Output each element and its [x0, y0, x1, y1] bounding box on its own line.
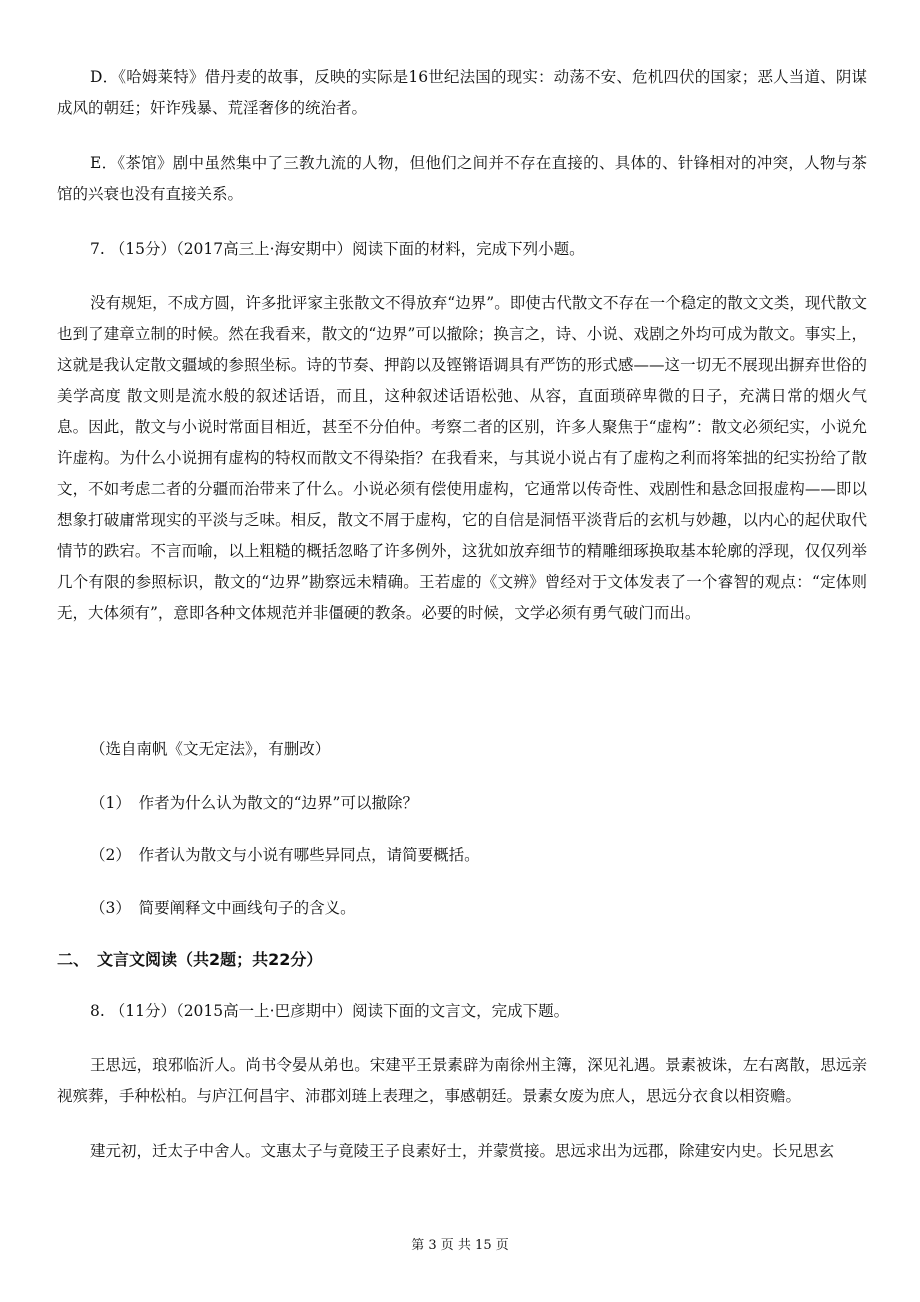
question-8-paragraph-2: 建元初，迁太子中舍人。文惠太子与竟陵王子良素好士，并蒙赏接。思远求出为远郡，除建安内史。长兄思玄 [90, 1142, 835, 1160]
question-7-sub-2: （2） 作者认为散文与小说有哪些异同点，请简要概括。 [90, 846, 480, 864]
page-footer: 第 3 页 共 15 页 [411, 1238, 509, 1253]
passage-source: （选自南帆《文无定法》，有删改） [90, 740, 331, 758]
question-7-passage: 没有规矩，不成方圆，许多批评家主张散文不得放弃“边界”。即使古代散文不存在一个稳定的散文文类，现代散文也到了建章立制的时候。然在我看来，散文的“边界”可以撤除；换言之，诗、小说、戏剧之外均可成为散文。事实上，这就是我认定散文疆域的参照坐标。诗的节奏、押韵以及铿锵语调具有严饬的形式感——这一切无不展现出摒弃世俗的美学高度 散文则是流水般的叙述话语，而且，这种叙述话语松弛、从容，直面琐碎卑微的日子，充满日常的烟火气息。因此，散文与小说时常面目相近，甚至不分伯仲。考察二者的区别，许多人聚焦于“虚构”：散文必须纪实，小说允许虚构。为什么小说拥有虚构的特权而散文不得染指？在我看来，与其说小说占有了虚构之利而将笨拙的纪实扮给了散文，不如考虑二者的分疆而治带来了什么。小说必须有偿使用虚构，它通常以传奇性、戏剧性和悬念回报虚构——即以想象打破庸常现实的平淡与乏味。相反，散文不屑于虚构，它的自信是洞悟平淡背后的玄机与妙趣，以内心的起伏取代情节的跌宕。不言而喻，以上粗糙的概括忽略了许多例外，这犹如放弃细节的精雕细琢换取基本轮廓的浮现，仅仅列举几个有限的参照标识，散文的“边界”勘察远未精确。王若虚的《文辨》曾经对于文体发表了一个睿智的观点：“定体则无，大体须有”，意即各种文体规范并非僵硬的教条。必要的时候，文学必须有勇气破门而出。 [57, 294, 867, 622]
question-7-header: 7. （15分）（2017高三上·海安期中）阅读下面的材料，完成下列小题。 [90, 240, 585, 258]
option-d: D．《哈姆莱特》借丹麦的故事，反映的实际是16世纪法国的现实：动荡不安、危机四伏的国家；恶人当道、阴谋成风的朝廷；奸诈残暴、荒淫奢侈的统治者。 [57, 68, 867, 117]
question-7-sub-3: （3） 简要阐释文中画线句子的含义。 [90, 899, 356, 917]
section-2-title: 二、 文言文阅读（共2题；共22分） [57, 950, 323, 969]
question-8-paragraph-1: 王思远，琅邪临沂人。尚书令晏从弟也。宋建平王景素辟为南徐州主簿，深见礼遇。景素被诛，左右离散，思远亲视殡葬，手种松柏。与庐江何昌宇、沛郡刘琏上表理之，事感朝廷。景素女废为庶人，思远分衣食以相资赡。 [57, 1056, 867, 1105]
question-8-header: 8. （11分）（2015高一上·巴彦期中）阅读下面的文言文，完成下题。 [90, 1002, 570, 1020]
option-e: E．《茶馆》剧中虽然集中了三教九流的人物，但他们之间并不存在直接的、具体的、针锋相对的冲突，人物与茶馆的兴衰也没有直接关系。 [57, 154, 867, 203]
question-7-sub-1: （1） 作者为什么认为散文的“边界”可以撤除？ [90, 794, 418, 812]
